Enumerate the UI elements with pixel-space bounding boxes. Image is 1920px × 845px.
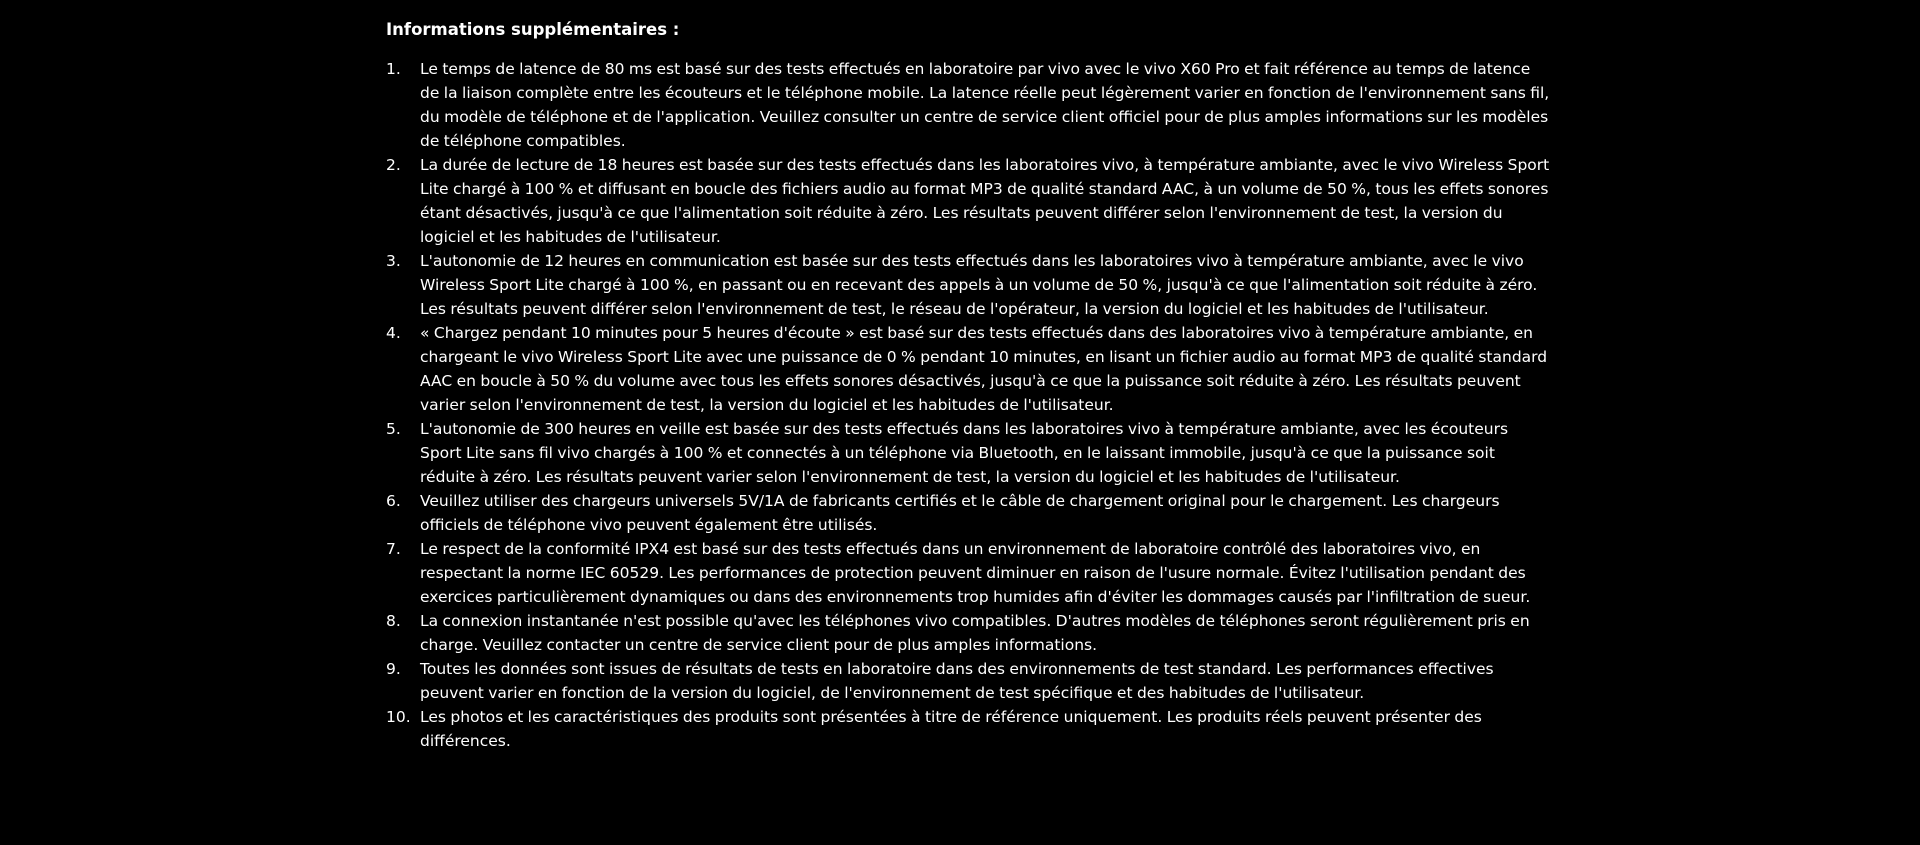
note-item-6 (386, 489, 1551, 537)
note-item-2 (386, 153, 1551, 249)
note-text: Le respect de la conformité IPX4 est basé sur des tests effectués dans un environnement de laboratoire contrôlé des laboratoires vivo, en respectant la norme IEC 60529. Les performances de protection peuvent diminuer en raison de l'usure normale. Évitez l'utilisation pendant des exercices particulièrement dynamiques ou dans des environnements trop humides afin d'éviter les dommages causés par l'infiltration de sueur. (420, 540, 1531, 606)
additional-information-section (386, 18, 1551, 753)
note-item-4 (386, 321, 1551, 417)
note-text: L'autonomie de 300 heures en veille est basée sur des tests effectués dans les laboratoires vivo à température ambiante, avec les écouteurs Sport Lite sans fil vivo chargés à 100 % et connectés à un téléphone via Bluetooth, en le laissant immobile, jusqu'à ce que la puissance soit réduite à zéro. Les résultats peuvent varier selon l'environnement de test, la version du logiciel et les habitudes de l'utilisateur. (420, 420, 1509, 486)
note-number: 1. (386, 60, 401, 78)
note-item-9 (386, 657, 1551, 705)
note-number: 8. (386, 612, 401, 630)
note-item-7 (386, 537, 1551, 609)
note-text: L'autonomie de 12 heures en communication est basée sur des tests effectués dans les laboratoires vivo à température ambiante, avec le vivo Wireless Sport Lite chargé à 100 %, en passant ou en recevant des appels à un volume de 50 %, jusqu'à ce que l'alimentation soit réduite à zéro. Les résultats peuvent différer selon l'environnement de test, le réseau de l'opérateur, la version du logiciel et les habitudes de l'utilisateur. (420, 252, 1538, 318)
note-item-3 (386, 249, 1551, 321)
section-title: Informations supplémentaires : (386, 20, 680, 39)
note-number: 5. (386, 420, 401, 438)
note-text: Les photos et les caractéristiques des produits sont présentées à titre de référence uniquement. Les produits réels peuvent présenter des différences. (420, 708, 1482, 750)
note-item-5 (386, 417, 1551, 489)
note-number: 2. (386, 156, 401, 174)
note-number: 4. (386, 324, 401, 342)
note-number: 9. (386, 660, 401, 678)
note-item-10 (386, 705, 1551, 753)
note-number: 7. (386, 540, 401, 558)
note-text: Veuillez utiliser des chargeurs universels 5V/1A de fabricants certifiés et le câble de chargement original pour le chargement. Les chargeurs officiels de téléphone vivo peuvent également être utilisés. (420, 492, 1500, 534)
note-text: La durée de lecture de 18 heures est basée sur des tests effectués dans les laboratoires vivo, à température ambiante, avec le vivo Wireless Sport Lite chargé à 100 % et diffusant en boucle des fichiers audio au format MP3 de qualité standard AAC, à un volume de 50 %, tous les effets sonores étant désactivés, jusqu'à ce que l'alimentation soit réduite à zéro. Les résultats peuvent différer selon l'environnement de test, la version du logiciel et les habitudes de l'utilisateur. (420, 156, 1550, 246)
note-item-1 (386, 57, 1551, 153)
note-number: 6. (386, 492, 401, 510)
note-number: 3. (386, 252, 401, 270)
note-text: La connexion instantanée n'est possible qu'avec les téléphones vivo compatibles. D'autres modèles de téléphones seront régulièrement pris en charge. Veuillez contacter un centre de service client pour de plus amples informations. (420, 612, 1530, 654)
note-text: « Chargez pendant 10 minutes pour 5 heures d'écoute » est basé sur des tests effectués dans des laboratoires vivo à température ambiante, en chargeant le vivo Wireless Sport Lite avec une puissance de 0 % pendant 10 minutes, en lisant un fichier audio au format MP3 de qualité standard AAC en boucle à 50 % du volume avec tous les effets sonores désactivés, jusqu'à ce que la puissance soit réduite à zéro. Les résultats peuvent varier selon l'environnement de test, la version du logiciel et les habitudes de l'utilisateur. (420, 324, 1548, 414)
note-text: Le temps de latence de 80 ms est basé sur des tests effectués en laboratoire par vivo avec le vivo X60 Pro et fait référence au temps de latence de la liaison complète entre les écouteurs et le téléphone mobile. La latence réelle peut légèrement varier en fonction de l'environnement sans fil, du modèle de téléphone et de l'application. Veuillez consulter un centre de service client officiel pour de plus amples informations sur les modèles de téléphone compatibles. (420, 60, 1550, 150)
notes-list (386, 57, 1551, 753)
note-text: Toutes les données sont issues de résultats de tests en laboratoire dans des environnements de test standard. Les performances effectives peuvent varier en fonction de la version du logiciel, de l'environnement de test spécifique et des habitudes de l'utilisateur. (420, 660, 1494, 702)
note-item-8 (386, 609, 1551, 657)
note-number: 10. (386, 708, 411, 726)
